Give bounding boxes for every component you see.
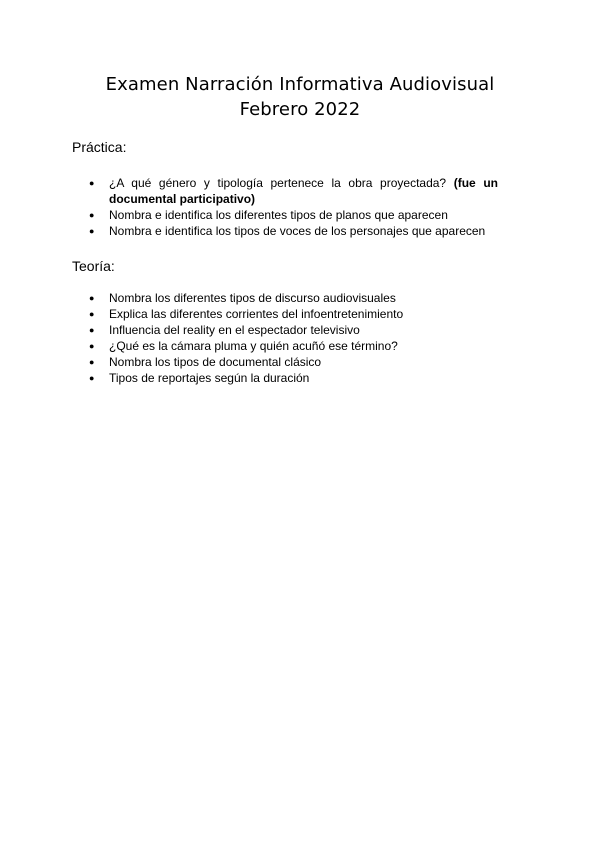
list-item — [72, 354, 498, 370]
bullet-icon: ● — [89, 226, 95, 236]
bullet-icon: ● — [89, 178, 95, 188]
list-item-text: Nombra los diferentes tipos de discurso audiovisuales — [109, 291, 396, 305]
list-item — [72, 322, 498, 338]
list-item-answer: (fue un documental participativo) — [109, 176, 498, 206]
list-item — [72, 338, 498, 354]
bullet-icon: ● — [89, 357, 95, 367]
bullet-icon: ● — [89, 341, 95, 351]
list-item — [72, 370, 498, 386]
title-line-1: Examen Narración Informativa Audiovisual — [105, 74, 495, 95]
bullet-icon: ● — [89, 309, 95, 319]
list-item-text: Nombra e identifica los tipos de voces de los personajes que aparecen — [109, 224, 486, 238]
list-item — [72, 175, 498, 207]
list-item — [72, 306, 498, 322]
bullet-icon: ● — [89, 373, 95, 383]
list-item-text-block — [109, 175, 498, 207]
list-item-text: ¿A qué género y tipología pertenece la obra proyectada? — [109, 176, 454, 190]
list-item-text: Influencia del reality en el espectador televisivo — [109, 323, 360, 337]
list-item — [72, 290, 498, 306]
list-item-text: ¿Qué es la cámara pluma y quién acuñó ese término? — [109, 339, 398, 353]
section-label-practica: Práctica: — [72, 139, 127, 155]
list-item-text: Nombra los tipos de documental clásico — [109, 355, 322, 369]
list-item-text: Tipos de reportajes según la duración — [109, 371, 310, 385]
document-title — [0, 72, 600, 122]
list-item-text: Nombra e identifica los diferentes tipos de planos que aparecen — [109, 208, 448, 222]
teoria-list — [72, 290, 498, 386]
list-item-text: Explica las diferentes corrientes del infoentretenimiento — [109, 307, 404, 321]
practica-list — [72, 175, 498, 239]
bullet-icon: ● — [89, 293, 95, 303]
bullet-icon: ● — [89, 325, 95, 335]
bullet-icon: ● — [89, 210, 95, 220]
list-item — [72, 223, 498, 239]
list-item — [72, 207, 498, 223]
title-line-2: Febrero 2022 — [239, 99, 361, 120]
section-label-teoria: Teoría: — [72, 258, 115, 274]
